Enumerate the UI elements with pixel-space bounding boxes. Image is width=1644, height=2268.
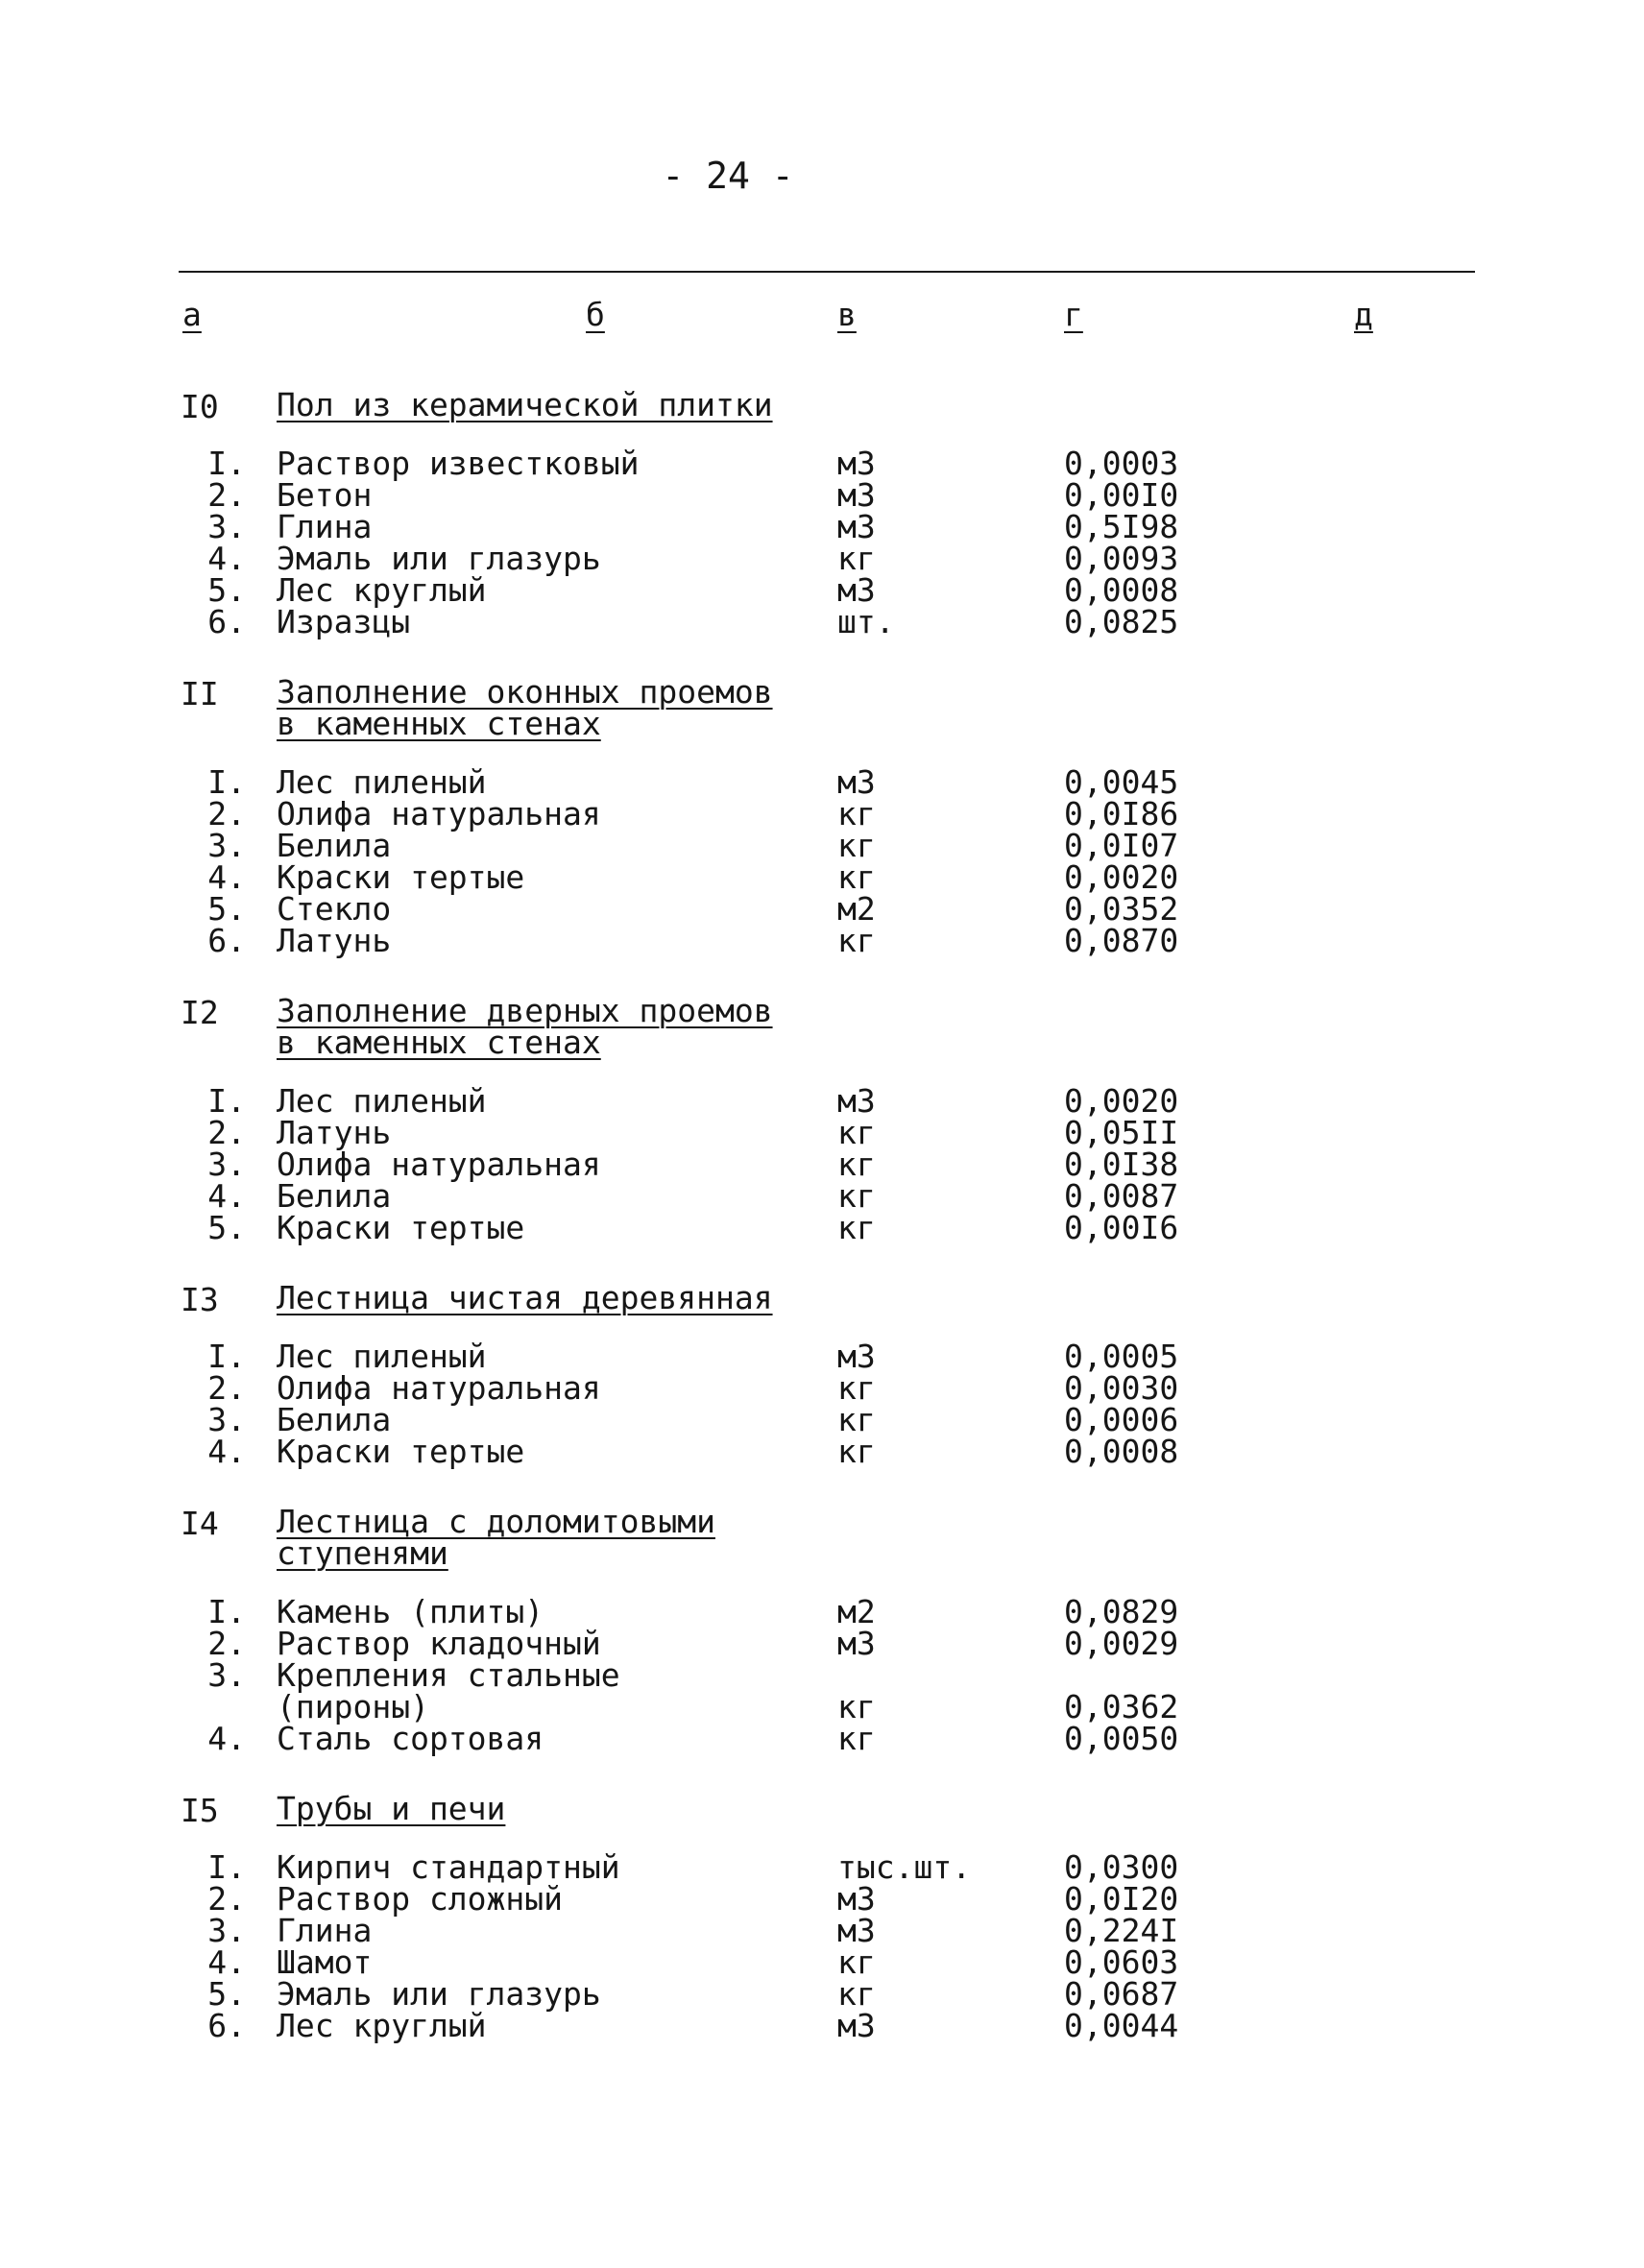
consumption-value: 0,0362	[1064, 1688, 1179, 1725]
consumption-value: 0,0006	[1064, 1401, 1179, 1438]
material-name: Лес круглый	[277, 571, 487, 609]
material-name: Эмаль или глазурь	[277, 1975, 601, 2013]
section-title-line: в каменных стенах	[277, 705, 601, 742]
unit-of-measure: шт.	[837, 603, 895, 640]
row-number: 3.	[207, 1146, 246, 1183]
row-number: I.	[207, 1082, 246, 1120]
material-name: Олифа натуральная	[277, 795, 601, 832]
materials-table	[0, 386, 1644, 2044]
section-number: II	[181, 675, 219, 712]
table-row	[0, 1880, 1644, 1918]
row-number: 3.	[207, 1912, 246, 1949]
table-row	[0, 1082, 1644, 1120]
column-header-v: в	[837, 296, 857, 333]
material-name: Сталь сортовая	[277, 1720, 544, 1757]
table-row	[0, 1114, 1644, 1151]
section	[0, 386, 1644, 640]
consumption-value: 0,0825	[1064, 603, 1179, 640]
table-row	[0, 445, 1644, 482]
section-heading	[0, 1503, 1644, 1572]
unit-of-measure: м3	[837, 571, 876, 609]
unit-of-measure: кг	[837, 1720, 876, 1757]
consumption-value: 0,0029	[1064, 1625, 1179, 1662]
consumption-value: 0,0045	[1064, 763, 1179, 801]
row-number: I.	[207, 1593, 246, 1630]
row-number: 6.	[207, 922, 246, 959]
unit-of-measure: кг	[837, 1975, 876, 2013]
section	[0, 992, 1644, 1246]
material-name: Стекло	[277, 890, 392, 928]
consumption-value: 0,0870	[1064, 922, 1179, 959]
section-heading	[0, 386, 1644, 425]
table-row	[0, 1688, 1644, 1725]
unit-of-measure: м3	[837, 1338, 876, 1375]
unit-of-measure: кг	[837, 922, 876, 959]
consumption-value: 0,0005	[1064, 1338, 1179, 1375]
section-number: I3	[181, 1281, 219, 1318]
unit-of-measure: м2	[837, 890, 876, 928]
unit-of-measure: м3	[837, 1912, 876, 1949]
consumption-value: 0,0687	[1064, 1975, 1179, 2013]
table-row	[0, 1975, 1644, 2013]
table-row	[0, 1625, 1644, 1662]
consumption-value: 0,0300	[1064, 1848, 1179, 1886]
section-title-line: Лестница с доломитовыми	[277, 1503, 715, 1540]
table-row	[0, 1943, 1644, 1981]
table-row	[0, 508, 1644, 545]
consumption-value: 0,0352	[1064, 890, 1179, 928]
table-row	[0, 540, 1644, 577]
consumption-value: 0,5I98	[1064, 508, 1179, 545]
unit-of-measure: кг	[837, 1943, 876, 1981]
section	[0, 673, 1644, 959]
material-name: Кирпич стандартный	[277, 1848, 620, 1886]
unit-of-measure: кг	[837, 795, 876, 832]
unit-of-measure: кг	[837, 1177, 876, 1215]
material-name: (пироны)	[277, 1688, 429, 1725]
material-name: Латунь	[277, 922, 392, 959]
page-number: - 24 -	[662, 155, 794, 197]
table-row	[0, 603, 1644, 640]
row-number: I.	[207, 445, 246, 482]
section-heading	[0, 992, 1644, 1061]
material-name: Олифа натуральная	[277, 1369, 601, 1407]
section	[0, 1503, 1644, 1757]
unit-of-measure: м2	[837, 1593, 876, 1630]
table-row	[0, 890, 1644, 928]
row-number: 2.	[207, 1880, 246, 1918]
section-number: I5	[181, 1792, 219, 1829]
table-row	[0, 1338, 1644, 1375]
material-name: Раствор сложный	[277, 1880, 564, 1918]
row-number: 2.	[207, 1114, 246, 1151]
consumption-value: 0,0603	[1064, 1943, 1179, 1981]
material-name: Краски тертые	[277, 1209, 525, 1246]
row-number: 2.	[207, 1625, 246, 1662]
row-number: 6.	[207, 603, 246, 640]
unit-of-measure: кг	[837, 1114, 876, 1151]
table-row	[0, 1912, 1644, 1949]
consumption-value: 0,0020	[1064, 1082, 1179, 1120]
material-name: Глина	[277, 508, 373, 545]
column-header-row	[0, 296, 1644, 344]
section-number: I2	[181, 994, 219, 1031]
section-heading	[0, 1279, 1644, 1318]
column-header-g: г	[1064, 296, 1083, 333]
section-title-line: Лестница чистая деревянная	[277, 1279, 773, 1316]
row-number: 4.	[207, 1433, 246, 1470]
table-top-rule	[179, 271, 1475, 273]
row-number: 5.	[207, 1209, 246, 1246]
unit-of-measure: м3	[837, 476, 876, 514]
unit-of-measure: м3	[837, 763, 876, 801]
unit-of-measure: кг	[837, 1369, 876, 1407]
row-number: 2.	[207, 476, 246, 514]
consumption-value: 0,0003	[1064, 445, 1179, 482]
consumption-value: 0,0044	[1064, 2007, 1179, 2044]
material-name: Шамот	[277, 1943, 373, 1981]
table-row	[0, 827, 1644, 864]
consumption-value: 0,0020	[1064, 858, 1179, 896]
consumption-value: 0,0829	[1064, 1593, 1179, 1630]
table-row	[0, 1656, 1644, 1694]
material-name: Камень (плиты)	[277, 1593, 544, 1630]
consumption-value: 0,0008	[1064, 571, 1179, 609]
section-title-line: Пол из керамической плитки	[277, 386, 773, 423]
section	[0, 1279, 1644, 1470]
consumption-value: 0,05II	[1064, 1114, 1179, 1151]
unit-of-measure: кг	[837, 1209, 876, 1246]
consumption-value: 0,0087	[1064, 1177, 1179, 1215]
column-header-d: д	[1354, 296, 1373, 333]
material-name: Изразцы	[277, 603, 411, 640]
section-title-line: Трубы и печи	[277, 1790, 506, 1827]
unit-of-measure: кг	[837, 827, 876, 864]
table-row	[0, 1433, 1644, 1470]
section-title	[277, 1790, 814, 1827]
consumption-value: 0,224I	[1064, 1912, 1179, 1949]
material-name: Лес пиленый	[277, 1338, 487, 1375]
row-number: 3.	[207, 827, 246, 864]
unit-of-measure: м3	[837, 1625, 876, 1662]
row-number: I.	[207, 1338, 246, 1375]
row-number: I.	[207, 763, 246, 801]
table-row	[0, 571, 1644, 609]
unit-of-measure: м3	[837, 1082, 876, 1120]
material-name: Олифа натуральная	[277, 1146, 601, 1183]
row-number: 5.	[207, 571, 246, 609]
section-heading	[0, 673, 1644, 742]
unit-of-measure: м3	[837, 2007, 876, 2044]
section-number: I4	[181, 1505, 219, 1542]
consumption-value: 0,00I6	[1064, 1209, 1179, 1246]
row-number: 6.	[207, 2007, 246, 2044]
row-number: 4.	[207, 1720, 246, 1757]
section-title-line: в каменных стенах	[277, 1024, 601, 1061]
row-number: 2.	[207, 795, 246, 832]
column-header-b: б	[586, 296, 605, 333]
table-row	[0, 1593, 1644, 1630]
material-name: Лес пиленый	[277, 1082, 487, 1120]
consumption-value: 0,0093	[1064, 540, 1179, 577]
unit-of-measure: м3	[837, 1880, 876, 1918]
table-row	[0, 1146, 1644, 1183]
unit-of-measure: кг	[837, 1433, 876, 1470]
section-title-line: Заполнение дверных проемов	[277, 992, 773, 1029]
material-name: Лес круглый	[277, 2007, 487, 2044]
row-number: 2.	[207, 1369, 246, 1407]
material-name: Эмаль или глазурь	[277, 540, 601, 577]
consumption-value: 0,0I38	[1064, 1146, 1179, 1183]
unit-of-measure: м3	[837, 445, 876, 482]
table-row	[0, 2007, 1644, 2044]
row-number: 5.	[207, 890, 246, 928]
material-name: Белила	[277, 827, 392, 864]
table-row	[0, 1401, 1644, 1438]
consumption-value: 0,0I86	[1064, 795, 1179, 832]
unit-of-measure: тыс.шт.	[837, 1848, 972, 1886]
table-row	[0, 795, 1644, 832]
unit-of-measure: кг	[837, 1146, 876, 1183]
material-name: Латунь	[277, 1114, 392, 1151]
section-title	[277, 386, 814, 423]
column-header-a: а	[182, 296, 202, 333]
material-name: Глина	[277, 1912, 373, 1949]
section-title	[277, 673, 814, 742]
material-name: Краски тертые	[277, 1433, 525, 1470]
row-number: I.	[207, 1848, 246, 1886]
material-name: Краски тертые	[277, 858, 525, 896]
row-number: 5.	[207, 1975, 246, 2013]
row-number: 4.	[207, 1177, 246, 1215]
table-row	[0, 1848, 1644, 1886]
consumption-value: 0,0050	[1064, 1720, 1179, 1757]
section-title-line: Заполнение оконных проемов	[277, 673, 773, 711]
row-number: 3.	[207, 1656, 246, 1694]
unit-of-measure: кг	[837, 540, 876, 577]
row-number: 4.	[207, 1943, 246, 1981]
unit-of-measure: кг	[837, 1688, 876, 1725]
consumption-value: 0,0008	[1064, 1433, 1179, 1470]
section-title	[277, 992, 814, 1061]
consumption-value: 0,0I07	[1064, 827, 1179, 864]
table-row	[0, 476, 1644, 514]
row-number: 3.	[207, 508, 246, 545]
section-title-line: ступенями	[277, 1534, 448, 1572]
row-number: 4.	[207, 540, 246, 577]
consumption-value: 0,0I20	[1064, 1880, 1179, 1918]
consumption-value: 0,0030	[1064, 1369, 1179, 1407]
row-number: 4.	[207, 858, 246, 896]
table-row	[0, 922, 1644, 959]
material-name: Бетон	[277, 476, 373, 514]
table-row	[0, 1177, 1644, 1215]
row-number: 3.	[207, 1401, 246, 1438]
section-number: I0	[181, 388, 219, 425]
table-row	[0, 1369, 1644, 1407]
consumption-value: 0,00I0	[1064, 476, 1179, 514]
unit-of-measure: м3	[837, 508, 876, 545]
table-row	[0, 1209, 1644, 1246]
section	[0, 1790, 1644, 2044]
material-name: Раствор кладочный	[277, 1625, 601, 1662]
material-name: Белила	[277, 1177, 392, 1215]
section-title	[277, 1503, 814, 1572]
table-row	[0, 763, 1644, 801]
table-row	[0, 1720, 1644, 1757]
section-heading	[0, 1790, 1644, 1829]
table-row	[0, 858, 1644, 896]
material-name: Раствор известковый	[277, 445, 640, 482]
material-name: Крепления стальные	[277, 1656, 620, 1694]
section-title	[277, 1279, 814, 1316]
material-name: Белила	[277, 1401, 392, 1438]
unit-of-measure: кг	[837, 858, 876, 896]
material-name: Лес пиленый	[277, 763, 487, 801]
unit-of-measure: кг	[837, 1401, 876, 1438]
